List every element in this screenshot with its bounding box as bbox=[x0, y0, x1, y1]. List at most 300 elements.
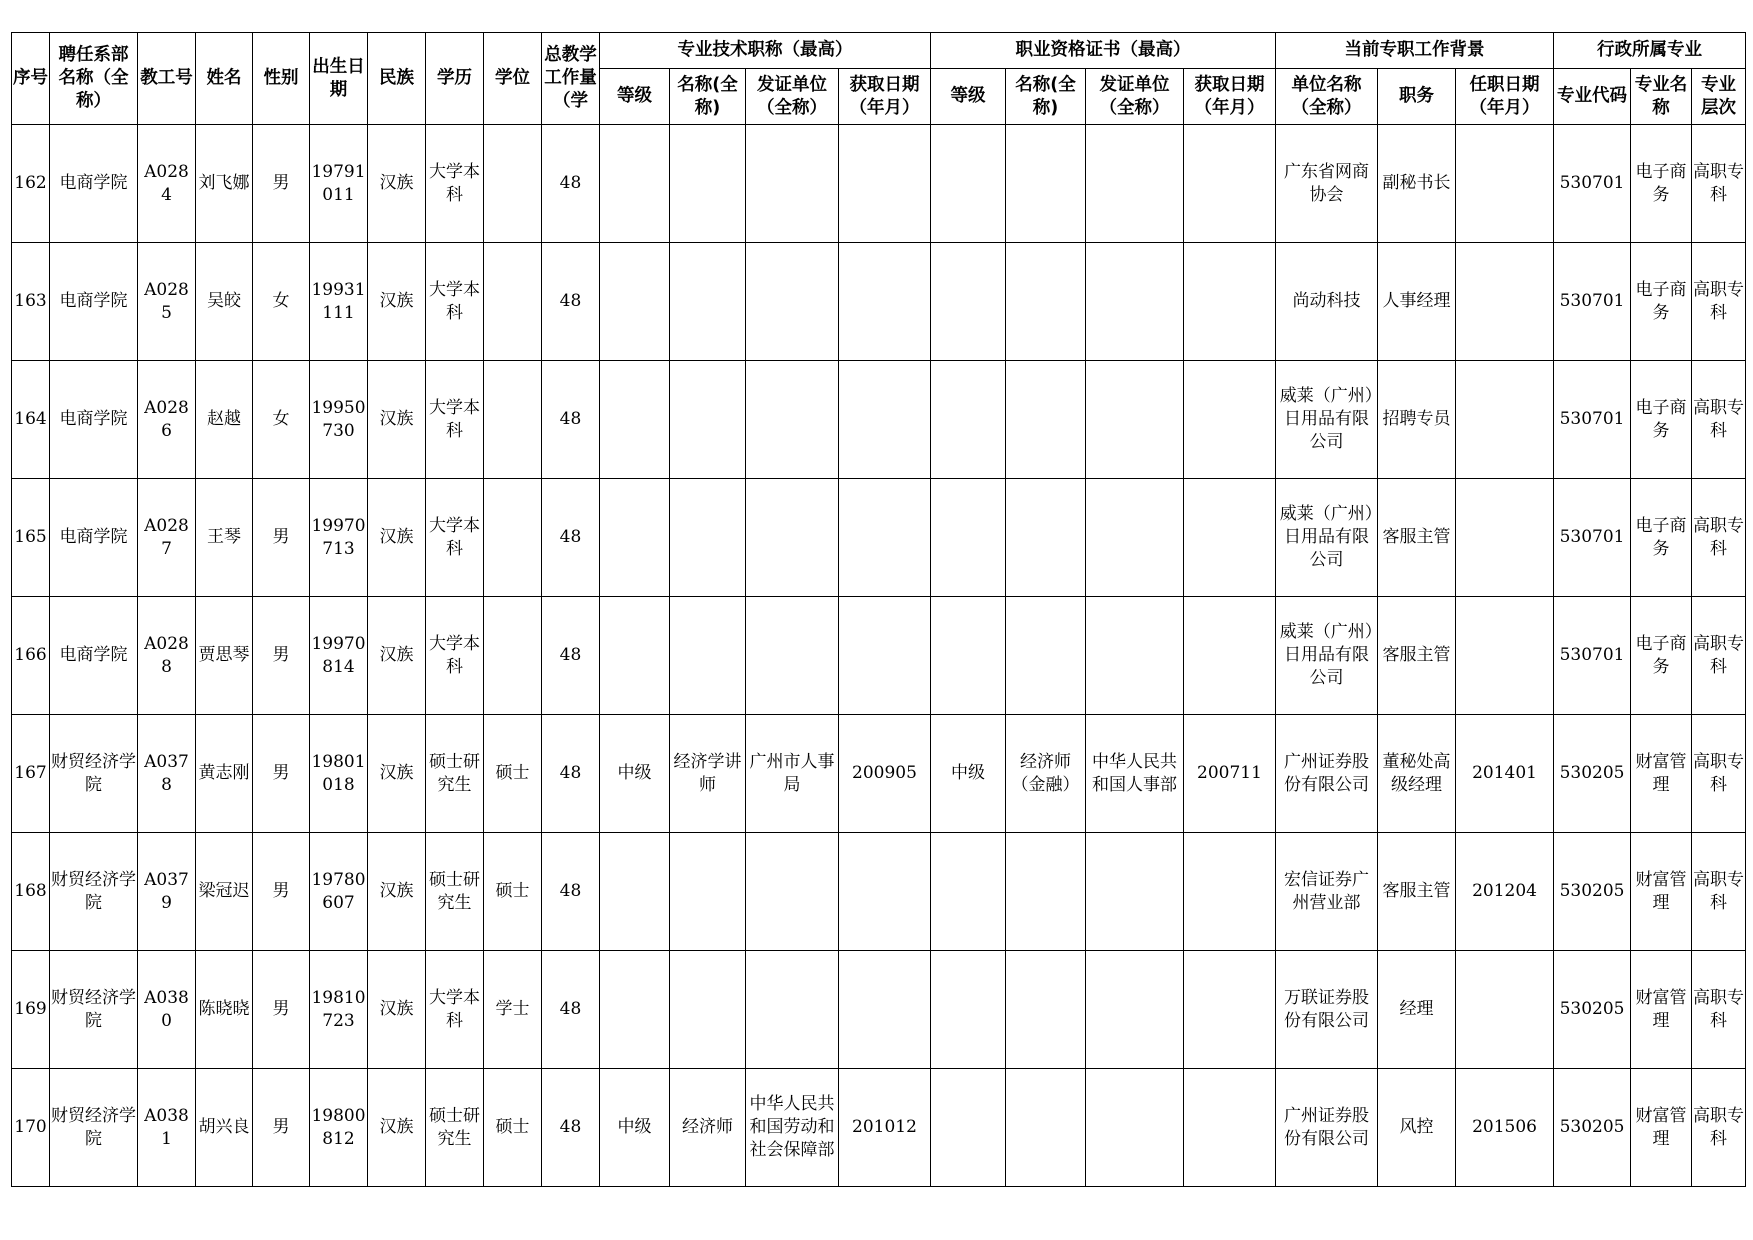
cell-text: 广东省网商协会 bbox=[1284, 161, 1369, 205]
cell-text: 汉族 bbox=[379, 763, 414, 783]
cell-major-code bbox=[1554, 715, 1631, 833]
cell-text: 男 bbox=[272, 1117, 290, 1137]
cell-dept bbox=[50, 1069, 138, 1187]
cell-text: A0284 bbox=[144, 161, 189, 205]
cell-title-level bbox=[600, 479, 670, 597]
cell-cert-issuer bbox=[1086, 361, 1184, 479]
cell-text: 万联证券股份有限公司 bbox=[1284, 987, 1369, 1031]
cell-text: 48 bbox=[559, 173, 582, 193]
cell-emp-no bbox=[138, 715, 196, 833]
cell-degree bbox=[484, 951, 542, 1069]
cell-workload bbox=[542, 125, 600, 243]
cell-title-issuer bbox=[746, 1069, 839, 1187]
cell-education bbox=[426, 951, 484, 1069]
cell-cert-date bbox=[1184, 479, 1276, 597]
table-row bbox=[12, 479, 1746, 597]
cell-text: 经济师 bbox=[682, 1117, 733, 1137]
cell-text: A0288 bbox=[144, 633, 189, 677]
cell-text: 中级 bbox=[617, 1117, 652, 1137]
header-title-level: 等级 bbox=[600, 69, 670, 125]
cell-text: 48 bbox=[559, 881, 582, 901]
cell-text: A0380 bbox=[144, 987, 189, 1031]
cell-text: 男 bbox=[272, 881, 290, 901]
cell-workload bbox=[542, 1069, 600, 1187]
cell-major-name bbox=[1631, 243, 1692, 361]
header-major-name: 专业名称 bbox=[1631, 69, 1692, 125]
cell-workload bbox=[542, 597, 600, 715]
cell-text: 530701 bbox=[1559, 291, 1625, 311]
cell-seq bbox=[12, 951, 50, 1069]
cell-major-name bbox=[1631, 597, 1692, 715]
cell-text: 19780607 bbox=[311, 869, 366, 913]
cell-major-level bbox=[1692, 1069, 1746, 1187]
cell-post bbox=[1378, 1069, 1456, 1187]
cell-ethnicity bbox=[368, 833, 426, 951]
cell-text: 中级 bbox=[951, 763, 985, 783]
cell-dept bbox=[50, 597, 138, 715]
cell-major-code bbox=[1554, 479, 1631, 597]
cell-title-issuer bbox=[746, 361, 839, 479]
cell-education bbox=[426, 833, 484, 951]
header-birth: 出生日期 bbox=[310, 33, 368, 125]
cell-text: 经济师（金融） bbox=[1011, 751, 1080, 795]
cell-major-level bbox=[1692, 479, 1746, 597]
cell-birth bbox=[310, 715, 368, 833]
cell-emp-no bbox=[138, 833, 196, 951]
table-row bbox=[12, 1069, 1746, 1187]
cell-title-name bbox=[670, 597, 746, 715]
cell-text: A0378 bbox=[144, 751, 189, 795]
cell-title-name bbox=[670, 243, 746, 361]
cell-post bbox=[1378, 243, 1456, 361]
cell-name bbox=[196, 361, 253, 479]
cell-seq bbox=[12, 361, 50, 479]
cell-workload bbox=[542, 833, 600, 951]
cell-title-date bbox=[839, 125, 931, 243]
cell-cert-date bbox=[1184, 361, 1276, 479]
cell-text: 19931111 bbox=[311, 279, 366, 323]
cell-text: 电商学院 bbox=[59, 527, 128, 547]
cell-text: 48 bbox=[559, 409, 582, 429]
cell-seq bbox=[12, 597, 50, 715]
cell-dept bbox=[50, 243, 138, 361]
cell-major-name bbox=[1631, 479, 1692, 597]
cell-cert-level bbox=[931, 833, 1006, 951]
cell-cert-name bbox=[1006, 243, 1086, 361]
cell-workload bbox=[542, 951, 600, 1069]
cell-text: 硕士研究生 bbox=[429, 869, 480, 913]
table-row bbox=[12, 951, 1746, 1069]
cell-degree bbox=[484, 125, 542, 243]
header-gender: 性别 bbox=[253, 33, 310, 125]
cell-text: 男 bbox=[272, 173, 290, 193]
cell-text: 高职专科 bbox=[1693, 397, 1745, 441]
cell-text: 财富管理 bbox=[1635, 869, 1687, 913]
cell-major-level bbox=[1692, 951, 1746, 1069]
cell-cert-date bbox=[1184, 715, 1276, 833]
cell-major-name bbox=[1631, 125, 1692, 243]
cell-text: 财富管理 bbox=[1635, 751, 1687, 795]
header-cert-name: 名称(全称) bbox=[1006, 69, 1086, 125]
cell-emp-no bbox=[138, 1069, 196, 1187]
cell-major-level bbox=[1692, 715, 1746, 833]
header-post-date: 任职日期（年月） bbox=[1456, 69, 1554, 125]
cell-title-issuer bbox=[746, 597, 839, 715]
cell-workload bbox=[542, 361, 600, 479]
cell-gender bbox=[253, 1069, 310, 1187]
cell-text: 大学本科 bbox=[429, 161, 480, 205]
cell-text: A0287 bbox=[144, 515, 189, 559]
cell-cert-name bbox=[1006, 951, 1086, 1069]
cell-major-code bbox=[1554, 125, 1631, 243]
cell-ethnicity bbox=[368, 951, 426, 1069]
cell-emp-no bbox=[138, 597, 196, 715]
cell-emp-no bbox=[138, 361, 196, 479]
header-cert-issuer: 发证单位（全称） bbox=[1086, 69, 1184, 125]
cell-degree bbox=[484, 833, 542, 951]
cell-cert-name bbox=[1006, 125, 1086, 243]
cell-text: 经理 bbox=[1399, 999, 1434, 1019]
cell-dept bbox=[50, 479, 138, 597]
table-row bbox=[12, 361, 1746, 479]
cell-title-level bbox=[600, 243, 670, 361]
cell-cert-name bbox=[1006, 1069, 1086, 1187]
cell-degree bbox=[484, 243, 542, 361]
cell-title-issuer bbox=[746, 833, 839, 951]
header-unit: 单位名称（全称） bbox=[1276, 69, 1378, 125]
cell-major-level bbox=[1692, 833, 1746, 951]
header-cert-level: 等级 bbox=[931, 69, 1006, 125]
cell-birth bbox=[310, 479, 368, 597]
cell-text: 163 bbox=[14, 291, 47, 311]
cell-major-code bbox=[1554, 833, 1631, 951]
cell-ethnicity bbox=[368, 361, 426, 479]
header-job-group: 当前专职工作背景 bbox=[1276, 33, 1554, 69]
cell-text: 风控 bbox=[1399, 1117, 1434, 1137]
cell-text: 高职专科 bbox=[1693, 161, 1745, 205]
cell-major-level bbox=[1692, 361, 1746, 479]
cell-text: 威莱（广州）日用品有限公司 bbox=[1279, 622, 1374, 688]
cell-cert-level bbox=[931, 951, 1006, 1069]
table-row bbox=[12, 833, 1746, 951]
cell-major-code bbox=[1554, 597, 1631, 715]
cell-post bbox=[1378, 125, 1456, 243]
cell-title-level bbox=[600, 125, 670, 243]
cell-text: 财贸经济学院 bbox=[51, 987, 136, 1031]
cell-cert-level bbox=[931, 361, 1006, 479]
cell-text: 广州证券股份有限公司 bbox=[1284, 1105, 1369, 1149]
cell-cert-date bbox=[1184, 833, 1276, 951]
header-major-group: 行政所属专业 bbox=[1554, 33, 1746, 69]
cell-title-date bbox=[839, 479, 931, 597]
cell-cert-date bbox=[1184, 951, 1276, 1069]
cell-text: 19970713 bbox=[311, 515, 366, 559]
cell-text: 汉族 bbox=[379, 173, 414, 193]
header-seq: 序号 bbox=[12, 33, 50, 125]
cell-text: 贾思琴 bbox=[198, 645, 250, 665]
table-row bbox=[12, 597, 1746, 715]
cell-text: 黄志刚 bbox=[198, 763, 250, 783]
cell-text: 陈晓晓 bbox=[198, 999, 250, 1019]
cell-text: 电商学院 bbox=[59, 291, 128, 311]
cell-text: 电子商务 bbox=[1635, 161, 1687, 205]
cell-seq bbox=[12, 479, 50, 597]
cell-unit bbox=[1276, 597, 1378, 715]
cell-text: 财富管理 bbox=[1635, 1105, 1687, 1149]
cell-text: 男 bbox=[272, 999, 290, 1019]
cell-ethnicity bbox=[368, 479, 426, 597]
header-cert-group: 职业资格证书（最高） bbox=[931, 33, 1276, 69]
cell-post bbox=[1378, 597, 1456, 715]
cell-text: 威莱（广州）日用品有限公司 bbox=[1279, 504, 1374, 570]
cell-cert-date bbox=[1184, 243, 1276, 361]
cell-text: 高职专科 bbox=[1693, 987, 1745, 1031]
cell-title-date bbox=[839, 833, 931, 951]
cell-text: 169 bbox=[14, 999, 47, 1019]
cell-workload bbox=[542, 243, 600, 361]
cell-post-date bbox=[1456, 951, 1554, 1069]
cell-unit bbox=[1276, 833, 1378, 951]
cell-cert-level bbox=[931, 597, 1006, 715]
cell-dept bbox=[50, 125, 138, 243]
cell-text: 168 bbox=[14, 881, 47, 901]
cell-name bbox=[196, 479, 253, 597]
cell-ethnicity bbox=[368, 597, 426, 715]
cell-major-name bbox=[1631, 951, 1692, 1069]
cell-text: 201204 bbox=[1472, 881, 1537, 901]
cell-text: 大学本科 bbox=[429, 633, 480, 677]
cell-text: 530701 bbox=[1559, 645, 1625, 665]
cell-cert-issuer bbox=[1086, 125, 1184, 243]
cell-text: 学士 bbox=[495, 999, 530, 1019]
cell-text: 汉族 bbox=[379, 1117, 414, 1137]
cell-unit bbox=[1276, 361, 1378, 479]
cell-cert-level bbox=[931, 715, 1006, 833]
cell-gender bbox=[253, 125, 310, 243]
cell-text: 48 bbox=[559, 527, 582, 547]
cell-cert-date bbox=[1184, 1069, 1276, 1187]
header-post: 职务 bbox=[1378, 69, 1456, 125]
table-row bbox=[12, 125, 1746, 243]
cell-text: 经济学讲师 bbox=[673, 751, 742, 795]
cell-emp-no bbox=[138, 125, 196, 243]
cell-post-date bbox=[1456, 715, 1554, 833]
cell-text: 财贸经济学院 bbox=[51, 869, 136, 913]
cell-text: 高职专科 bbox=[1693, 1105, 1745, 1149]
cell-text: 大学本科 bbox=[429, 987, 480, 1031]
cell-text: 530701 bbox=[1559, 173, 1625, 193]
cell-text: 汉族 bbox=[379, 999, 414, 1019]
cell-workload bbox=[542, 715, 600, 833]
cell-text: 高职专科 bbox=[1693, 751, 1745, 795]
cell-text: 201401 bbox=[1472, 763, 1537, 783]
cell-text: 高职专科 bbox=[1693, 279, 1745, 323]
cell-cert-name bbox=[1006, 833, 1086, 951]
cell-birth bbox=[310, 1069, 368, 1187]
cell-title-issuer bbox=[746, 951, 839, 1069]
cell-text: 中华人民共和国人事部 bbox=[1092, 751, 1177, 795]
cell-text: 530205 bbox=[1559, 763, 1625, 783]
cell-text: A0379 bbox=[144, 869, 189, 913]
cell-cert-name bbox=[1006, 361, 1086, 479]
cell-post-date bbox=[1456, 597, 1554, 715]
cell-post bbox=[1378, 715, 1456, 833]
header-emp-no: 教工号 bbox=[138, 33, 196, 125]
cell-birth bbox=[310, 597, 368, 715]
cell-text: 200905 bbox=[852, 763, 917, 783]
header-title-issuer: 发证单位（全称） bbox=[746, 69, 839, 125]
cell-gender bbox=[253, 243, 310, 361]
cell-text: 硕士 bbox=[495, 881, 530, 901]
cell-title-date bbox=[839, 715, 931, 833]
cell-text: 大学本科 bbox=[429, 397, 480, 441]
cell-text: 梁冠迟 bbox=[198, 881, 250, 901]
cell-text: 大学本科 bbox=[429, 279, 480, 323]
cell-major-name bbox=[1631, 361, 1692, 479]
header-degree: 学位 bbox=[484, 33, 542, 125]
cell-post bbox=[1378, 479, 1456, 597]
cell-text: 电商学院 bbox=[59, 173, 128, 193]
cell-text: 中华人民共和国劳动和社会保障部 bbox=[749, 1094, 835, 1160]
cell-cert-issuer bbox=[1086, 1069, 1184, 1187]
cell-name bbox=[196, 833, 253, 951]
cell-name bbox=[196, 715, 253, 833]
cell-cert-issuer bbox=[1086, 951, 1184, 1069]
cell-ethnicity bbox=[368, 125, 426, 243]
cell-birth bbox=[310, 361, 368, 479]
cell-text: 165 bbox=[14, 527, 47, 547]
cell-cert-name bbox=[1006, 597, 1086, 715]
cell-text: A0286 bbox=[144, 397, 189, 441]
cell-post-date bbox=[1456, 833, 1554, 951]
cell-text: 530205 bbox=[1559, 881, 1625, 901]
cell-education bbox=[426, 243, 484, 361]
cell-title-level bbox=[600, 597, 670, 715]
cell-text: 19810723 bbox=[311, 987, 366, 1031]
cell-text: 汉族 bbox=[379, 291, 414, 311]
cell-text: 硕士 bbox=[495, 1117, 530, 1137]
cell-cert-issuer bbox=[1086, 243, 1184, 361]
cell-education bbox=[426, 361, 484, 479]
cell-text: A0381 bbox=[144, 1105, 189, 1149]
cell-text: 201012 bbox=[852, 1117, 917, 1137]
cell-title-level bbox=[600, 951, 670, 1069]
header-cert-date: 获取日期（年月） bbox=[1184, 69, 1276, 125]
cell-unit bbox=[1276, 715, 1378, 833]
cell-cert-level bbox=[931, 1069, 1006, 1187]
cell-emp-no bbox=[138, 951, 196, 1069]
header-major-level: 专业层次 bbox=[1692, 69, 1746, 125]
cell-text: 宏信证券广州营业部 bbox=[1284, 869, 1369, 913]
cell-post-date bbox=[1456, 479, 1554, 597]
cell-text: 汉族 bbox=[379, 645, 414, 665]
cell-seq bbox=[12, 833, 50, 951]
cell-birth bbox=[310, 951, 368, 1069]
cell-text: 财贸经济学院 bbox=[51, 1105, 136, 1149]
cell-degree bbox=[484, 597, 542, 715]
cell-emp-no bbox=[138, 243, 196, 361]
cell-text: 19800812 bbox=[311, 1105, 366, 1149]
cell-text: 201506 bbox=[1472, 1117, 1537, 1137]
cell-seq bbox=[12, 243, 50, 361]
cell-text: 王琴 bbox=[207, 527, 241, 547]
cell-name bbox=[196, 243, 253, 361]
cell-unit bbox=[1276, 125, 1378, 243]
cell-text: 广州证券股份有限公司 bbox=[1284, 751, 1369, 795]
cell-education bbox=[426, 479, 484, 597]
cell-text: 48 bbox=[559, 291, 582, 311]
header-workload: 总教学工作量（学 bbox=[542, 33, 600, 125]
cell-text: 530701 bbox=[1559, 527, 1625, 547]
cell-text: 高职专科 bbox=[1693, 869, 1745, 913]
cell-text: 大学本科 bbox=[429, 515, 480, 559]
cell-text: 530205 bbox=[1559, 999, 1625, 1019]
cell-text: 副秘书长 bbox=[1382, 173, 1451, 193]
cell-text: 高职专科 bbox=[1693, 515, 1745, 559]
cell-post-date bbox=[1456, 125, 1554, 243]
cell-title-name bbox=[670, 715, 746, 833]
cell-text: 电子商务 bbox=[1635, 515, 1687, 559]
cell-post-date bbox=[1456, 243, 1554, 361]
cell-major-name bbox=[1631, 715, 1692, 833]
cell-text: 166 bbox=[14, 645, 47, 665]
cell-post bbox=[1378, 361, 1456, 479]
cell-text: 48 bbox=[559, 999, 582, 1019]
cell-text: 汉族 bbox=[379, 527, 414, 547]
cell-major-level bbox=[1692, 125, 1746, 243]
cell-text: 电子商务 bbox=[1635, 633, 1687, 677]
cell-text: 电商学院 bbox=[59, 409, 128, 429]
cell-text: 530205 bbox=[1559, 1117, 1625, 1137]
cell-title-issuer bbox=[746, 243, 839, 361]
cell-title-name bbox=[670, 833, 746, 951]
cell-title-issuer bbox=[746, 479, 839, 597]
cell-major-code bbox=[1554, 1069, 1631, 1187]
cell-dept bbox=[50, 833, 138, 951]
cell-name bbox=[196, 951, 253, 1069]
header-ethnicity: 民族 bbox=[368, 33, 426, 125]
cell-text: 客服主管 bbox=[1382, 881, 1451, 901]
cell-cert-name bbox=[1006, 715, 1086, 833]
cell-cert-issuer bbox=[1086, 479, 1184, 597]
cell-gender bbox=[253, 479, 310, 597]
cell-text: 167 bbox=[14, 763, 47, 783]
cell-text: 女 bbox=[272, 291, 290, 311]
cell-name bbox=[196, 1069, 253, 1187]
header-title-date: 获取日期（年月） bbox=[839, 69, 931, 125]
cell-text: 吴皎 bbox=[207, 291, 241, 311]
cell-text: 电商学院 bbox=[59, 645, 128, 665]
cell-text: 48 bbox=[559, 645, 582, 665]
cell-title-level bbox=[600, 715, 670, 833]
cell-post-date bbox=[1456, 1069, 1554, 1187]
staff-table bbox=[11, 32, 1746, 1187]
cell-degree bbox=[484, 715, 542, 833]
cell-title-issuer bbox=[746, 715, 839, 833]
cell-cert-issuer bbox=[1086, 597, 1184, 715]
cell-seq bbox=[12, 715, 50, 833]
cell-degree bbox=[484, 479, 542, 597]
cell-text: 硕士 bbox=[495, 763, 530, 783]
cell-text: 电子商务 bbox=[1635, 279, 1687, 323]
header-name: 姓名 bbox=[196, 33, 253, 125]
cell-text: 电子商务 bbox=[1635, 397, 1687, 441]
cell-text: 200711 bbox=[1197, 763, 1262, 783]
cell-major-code bbox=[1554, 243, 1631, 361]
header-title-group: 专业技术职称（最高） bbox=[600, 33, 931, 69]
cell-text: 汉族 bbox=[379, 881, 414, 901]
cell-major-code bbox=[1554, 951, 1631, 1069]
